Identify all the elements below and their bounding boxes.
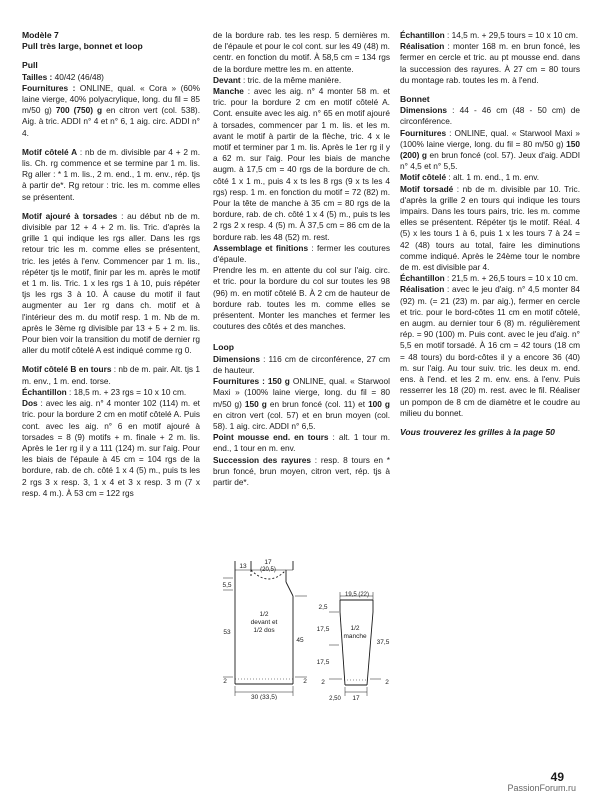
- stripes-paragraph: Succession des rayures : resp. 8 tours en * brun foncé, brun moyen, citron vert, rép. tjs à partir de*.: [213, 454, 390, 487]
- dim-label-offset: 2,50: [329, 696, 341, 702]
- front-paragraph: Devant : tric. de la même manière.: [213, 74, 342, 85]
- dim-label-rib-left: 2: [223, 678, 227, 685]
- dim-label-rib-right: 2: [303, 678, 307, 685]
- sleeve-left-edge: [340, 612, 345, 685]
- bonnet-supplies-paragraph: Fournitures : ONLINE, qual. « Starwool Maxi » (100% laine vierge, long. du fil = 80 m/50 g) 150 (200) g en brun foncé (col. 57). Jeux d'aig. ADDI n° 4,5 et n° 5,5.: [400, 127, 580, 172]
- bonnet-twisted-paragraph: Motif torsadé : nb de m. divisible par 10. Tric. d'après la grille 2 en tours qui indique les tours impairs. Dans les tours pairs, tric. les m. comme elles se présentent. Répéter tjs le motif. Réal. 4 (5) x les tours 1 à 6, puis 1 x les tours 7 à 24 = 42 (48) tours au total, faire les diminutions comme indiqué. Après le 24ème tour le nombre de m. est divisible par 4.: [400, 183, 580, 273]
- bonnet-ribbed-paragraph: Motif côtelé : alt. 1 m. end., 1 m. env.: [400, 172, 540, 183]
- sleeve-paragraph: Manche : avec les aig. n° 4 monter 58 m. et tric. pour la bordure 2 cm en motif côtelé A. Cont. ensuite avec les aig. n° 65 en motif ajouré à torsades, commencer par 1 m. lis. et les m. avant le motif à partir de la flèche, tric. 4 x le motif et terminer par 1 m. lis. Après le 1er rg il y a 62 m. sur l'aig. Pour les biais de manche augm. à 17,5 cm = 40 rgs de la bordure de ch. côté 1 x 1 m., puis 4 x ts les 8 rgs (9 x ts les 4 rgs) resp. 1 m. en fonction du motif = 72 (82) m. Pour la tête de manche à 35 cm = 80 rgs de la bordure, rab. de ch. côté 1 x 4 (5) m., puis ts les 2 rgs 2 x resp. 4 (5) m. À 37,5 cm = 86 cm de la bordure rab. les 48 (52) m. rest.: [213, 86, 390, 242]
- dim-label-width: 30 (33,5): [250, 694, 278, 700]
- sleeve-schematic: [315, 590, 395, 702]
- back-paragraph: Dos : avec les aig. n° 4 monter 102 (114) m. et tric. pour la bordure 2 cm en motif côtelé A. Puis cont. avec les aig. n° 6 en motif ajouré à torsades = 8 (9) motifs + m. finale + 2 m. lis. Après le 1er rg il y a 111 (124) m. sur l'aig. Pour les biais de l'épaule à 45 cm = 104 rgs de la bordure, rab. de ch. côté 1 x 4 (5) m., puis ts les 2 rgs 3 x resp. 3, 1 x 4 et 3 x resp. 3 m (7 x resp. 4 m.). À 53 cm = 122 rgs: [22, 398, 200, 498]
- loop-gauge-paragraph: Échantillon : 14,5 m. + 29,5 tours = 10 x 10 cm.: [400, 30, 578, 40]
- bonnet-gauge-paragraph: Échantillon : 21,5 m. + 26,5 tours = 10 x 10 cm.: [400, 273, 578, 284]
- garter-stitch-paragraph: Point mousse end. en tours : alt. 1 tour m. end., 1 tour en m. env.: [213, 432, 391, 454]
- model-title: Modèle 7: [22, 30, 59, 40]
- ribbed-b-paragraph: Motif côtelé B en tours : nb de m. pair. Alt. tjs 1 m. env., 1 m. end. torse.: [22, 364, 200, 386]
- dim-label-neck-alt: (20,5): [260, 567, 276, 573]
- dim-label-rib-right: 2: [385, 679, 389, 686]
- bonnet-dimensions-paragraph: Dimensions : 44 - 46 cm (48 - 50 cm) de circonférence.: [400, 105, 580, 127]
- grids-note: Vous trouverez les grilles à la page 50: [400, 426, 555, 437]
- section-heading-pull: Pull: [22, 60, 38, 71]
- assembly-paragraph: Assemblage et finitions : fermer les coutures d'épaule.: [213, 242, 390, 265]
- dim-label-neck: 17: [264, 559, 272, 566]
- piece-label-line-1: 1/2: [259, 611, 269, 618]
- section-heading-bonnet: Bonnet: [400, 94, 430, 105]
- section-heading-loop: Loop: [213, 342, 234, 353]
- bonnet-making-paragraph: Réalisation : avec le jeu d'aig. n° 4,5 monter 84 (92) m. (= 21 (23) m. par aig.), fermer en cercle et tric. pour le bord-côtes 11 cm en motif côtelé, en augm. au dernier tour 6 (8) m. régulièrement rép. = 90 (100) m. Puis cont. avec le jeu d'aig. n° 5,5 en motif torsadé. À 16 cm = 42 tours (18 cm = 48 tours) du bord-côtes il y a encore 36 (40) m. sur l'aig. Au tour suiv. tric. les deux m. end. ens. à l'end. et les 2 m. env. ens. à l'env. Puis resserrer les 18 (20) m. rest. avec le fil. Réaliser un pompon de 8 cm de diamètre et le coudre au milieu du bonnet.: [400, 284, 580, 418]
- sleeve-right-edge: [367, 612, 373, 685]
- piece-label-line-2: devant et: [250, 619, 278, 626]
- dim-label-cap: 2,5: [318, 604, 328, 611]
- shoulder-slope: [286, 582, 293, 596]
- ribbed-a-paragraph: Motif côtelé A : nb de m. divisible par 4 + 2 m. lis. Ch. rg commence et se termine par 1 m. lis. Rg aller : * 1 m. lis., 2 m. end., 1 m. env., rép. tjs à partir de*. Rg retour : tric. les m. comme elles se présentent.: [22, 146, 201, 202]
- loop-making-paragraph: Réalisation : monter 168 m. en brun foncé, les fermer en cercle et tric. au pt mousse end. dans la succession des rayures. À 27 cm = 80 tours du montage rab. toutes les m. à l'end.: [400, 41, 580, 85]
- dim-label-body-height: 53: [223, 629, 231, 636]
- dim-label-shoulder: 13: [239, 563, 247, 570]
- piece-label-line-1: 1/2: [350, 625, 360, 632]
- back-continued-paragraph: de la bordure rab. tes les resp. 5 dernières m. de l'épaule et pour le col cont. sur les 49 (48) m. centr. en fonction du motif. À 58,5 cm = 134 rgs de la bordure mettre les m. en attente.: [213, 30, 390, 74]
- column-2: [213, 30, 390, 496]
- supplies-paragraph: Fournitures : ONLINE, qual. « Cora » (60% laine vierge, 40% polyacrylique, long. du fil = 85 m/50 g) 700 (750) g en citron vert (col. 538). Aig. à tric. ADDI n° 4 et n° 6, 1 aig. circ. ADDI n° 4.: [22, 82, 200, 138]
- dim-label-side-height: 45: [296, 637, 304, 644]
- dim-label-neck-depth: 5,5: [222, 582, 232, 589]
- dim-label-cuff-width: 17: [352, 695, 360, 702]
- piece-label-line-2: manche: [343, 633, 367, 640]
- page-number: 49: [550, 770, 564, 784]
- loop-supplies-paragraph: Fournitures : 150 g ONLINE, qual. « Starwool Maxi » (100% laine vierge, long. du fil = 80 m/50 g) 150 g en brun foncé (col. 11) et 100 g en citron vert (col. 57) et en brun moyen (col. 58). 1 aig. circ. ADDI n° 6,5.: [213, 376, 391, 431]
- column-3: [400, 30, 580, 438]
- model-subtitle: Pull très large, bonnet et loop: [22, 41, 143, 52]
- dim-label-sleeve-top: 19,5 (22): [344, 592, 370, 598]
- watermark: PassionForum.ru: [507, 783, 576, 793]
- loop-dimensions-paragraph: Dimensions : 116 cm de circonférence, 27 cm de hauteur.: [213, 353, 390, 375]
- body-schematic: [215, 558, 315, 700]
- sizes-paragraph: Tailles : 40/42 (46/48): [22, 71, 104, 82]
- cable-paragraph: Motif ajouré à torsades : au début nb de m. divisible par 12 + 4 + 2 m. lis. Tric. d'après la grille 1 qui indique les rgs aller. Dans les rgs retour tric les m. comme elles se présentent, tric. les jetés à l'env. Commencer par 1 m. lis., répéter tjs le motif, finir par les m. après le motif et 1 m. lis. Tric. 1 x les rgs 1 à 10, puis répéter tjs les rgs 3 à 10. À cause du motif il faut augmenter au 1er rg dans ch. motif et à l'intérieur des m. du motif resp. 1 m. Nb de m. après le 3ème rg divisible par 13 + 5 + 2 m. lis. Pour bien voir la transition du motif de dernier rg aller du motif côtelé A est indiqué comme rg 0.: [22, 210, 200, 356]
- collar-paragraph: Prendre les m. en attente du col sur l'aig. circ. et tric. pour la bordure du col sur toutes les 98 (96) m. en motif côtelé B. À 2 cm de hauteur de bordure rab. toutes les m. comme elles se présentent. Monter les manches et fermer les coutures des côtés et des manches.: [213, 265, 390, 332]
- gauge-paragraph: Échantillon : 18,5 m. + 23 rgs = 10 x 10 cm.: [22, 386, 187, 397]
- dim-label-rib-left: 2: [321, 679, 325, 686]
- dim-label-sleeve-length: 37,5: [376, 639, 390, 646]
- piece-label-line-3: 1/2 dos: [253, 627, 275, 634]
- dim-label-lower: 17,5: [316, 659, 330, 666]
- dim-label-upper: 17,5: [316, 626, 330, 633]
- column-1: [22, 30, 200, 507]
